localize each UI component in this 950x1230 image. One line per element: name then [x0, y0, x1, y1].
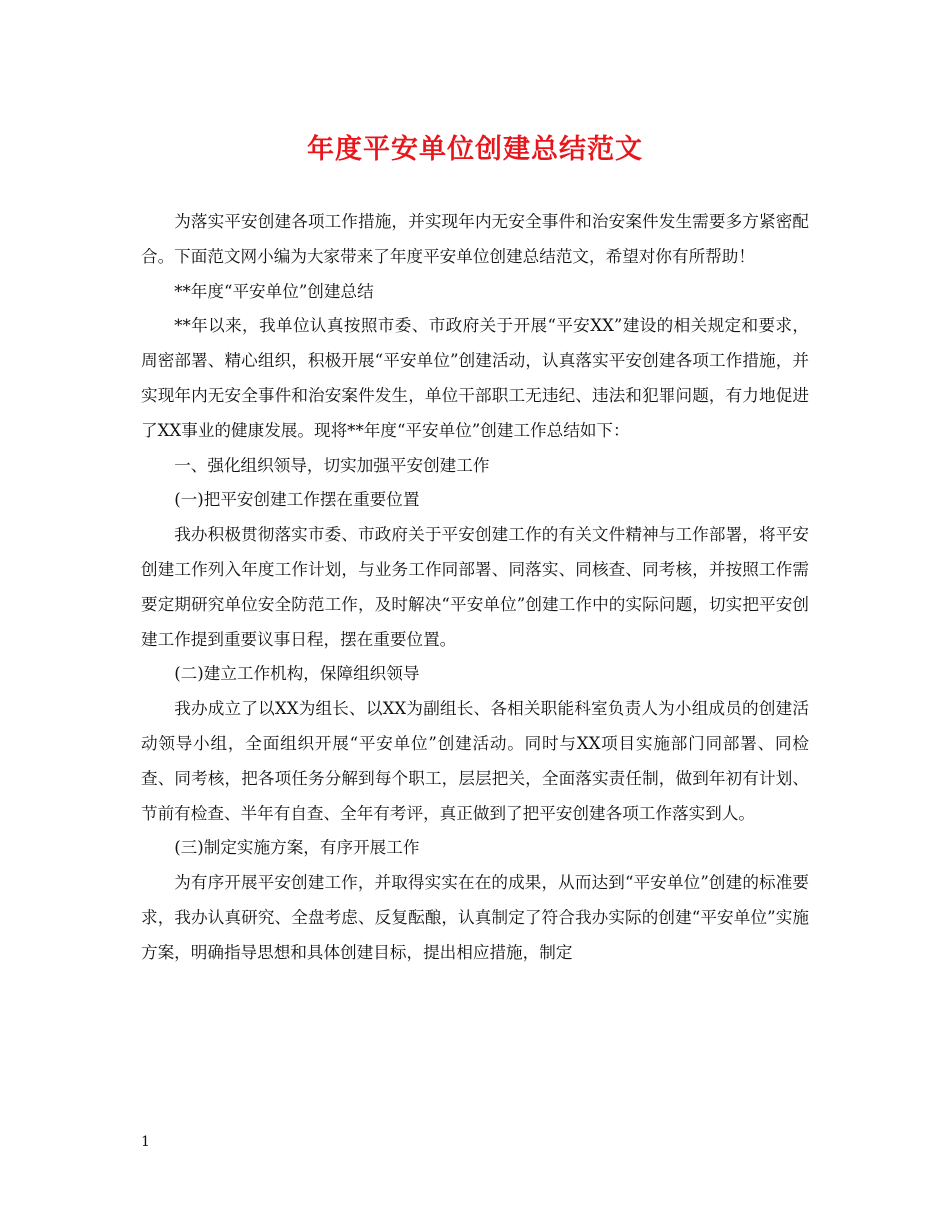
- paragraph-subsection-1: 我办积极贯彻落实市委、市政府关于平安创建工作的有关文件精神与工作部署，将平安创建工作列入年度工作计划，与业务工作同部署、同落实、同核查、同考核，并按照工作需要定期研究单位安全防范工作，及时解决“平安单位”创建工作中的实际问题，切实把平安创建工作提到重要议事日程，摆在重要位置。: [141, 525, 809, 649]
- section-heading-1: 一、强化组织领导，切实加强平安创建工作: [174, 455, 490, 475]
- paragraph-overview: **年以来，我单位认真按照市委、市政府关于开展“平安XX”建设的相关规定和要求，周密部署、精心组织，积极开展“平安单位”创建活动，认真落实平安创建各项工作措施，并实现年内无安全事件和治安案件发生，单位干部职工无违纪、违法和犯罪问题，有力地促进了XX事业的健康发展。现将**年度“平安单位”创建工作总结如下：: [141, 316, 809, 440]
- subsection-heading-2: (二)建立工作机构，保障组织领导: [174, 664, 420, 684]
- paragraph-heading: **年度“平安单位”创建总结: [174, 281, 374, 301]
- subsection-heading-1: (一)把平安创建工作摆在重要位置: [174, 490, 420, 510]
- document-body: [141, 205, 809, 971]
- paragraph-subsection-2: 我办成立了以XX为组长、以XX为副组长、各相关职能科室负责人为小组成员的创建活动领导小组，全面组织开展“平安单位”创建活动。同时与XX项目实施部门同部署、同检查、同考核，把各项任务分解到每个职工，层层把关，全面落实责任制，做到年初有计划、节前有检查、半年有自查、全年有考评，真正做到了把平安创建各项工作落实到人。: [141, 699, 809, 823]
- document-title: 年度平安单位创建总结范文: [307, 134, 643, 165]
- paragraph-subsection-3: 为有序开展平安创建工作，并取得实实在在的成果，从而达到“平安单位”创建的标准要求，我办认真研究、全盘考虑、反复酝酿，认真制定了符合我办实际的创建“平安单位”实施方案，明确指导思想和具体创建目标，提出相应措施，制定: [141, 873, 809, 962]
- paragraph-intro: 为落实平安创建各项工作措施，并实现年内无安全事件和治安案件发生需要多方紧密配合。下面范文网小编为大家带来了年度平安单位创建总结范文，希望对你有所帮助！: [141, 212, 809, 266]
- subsection-heading-3: (三)制定实施方案，有序开展工作: [174, 838, 420, 858]
- page-number: 1: [141, 1134, 150, 1150]
